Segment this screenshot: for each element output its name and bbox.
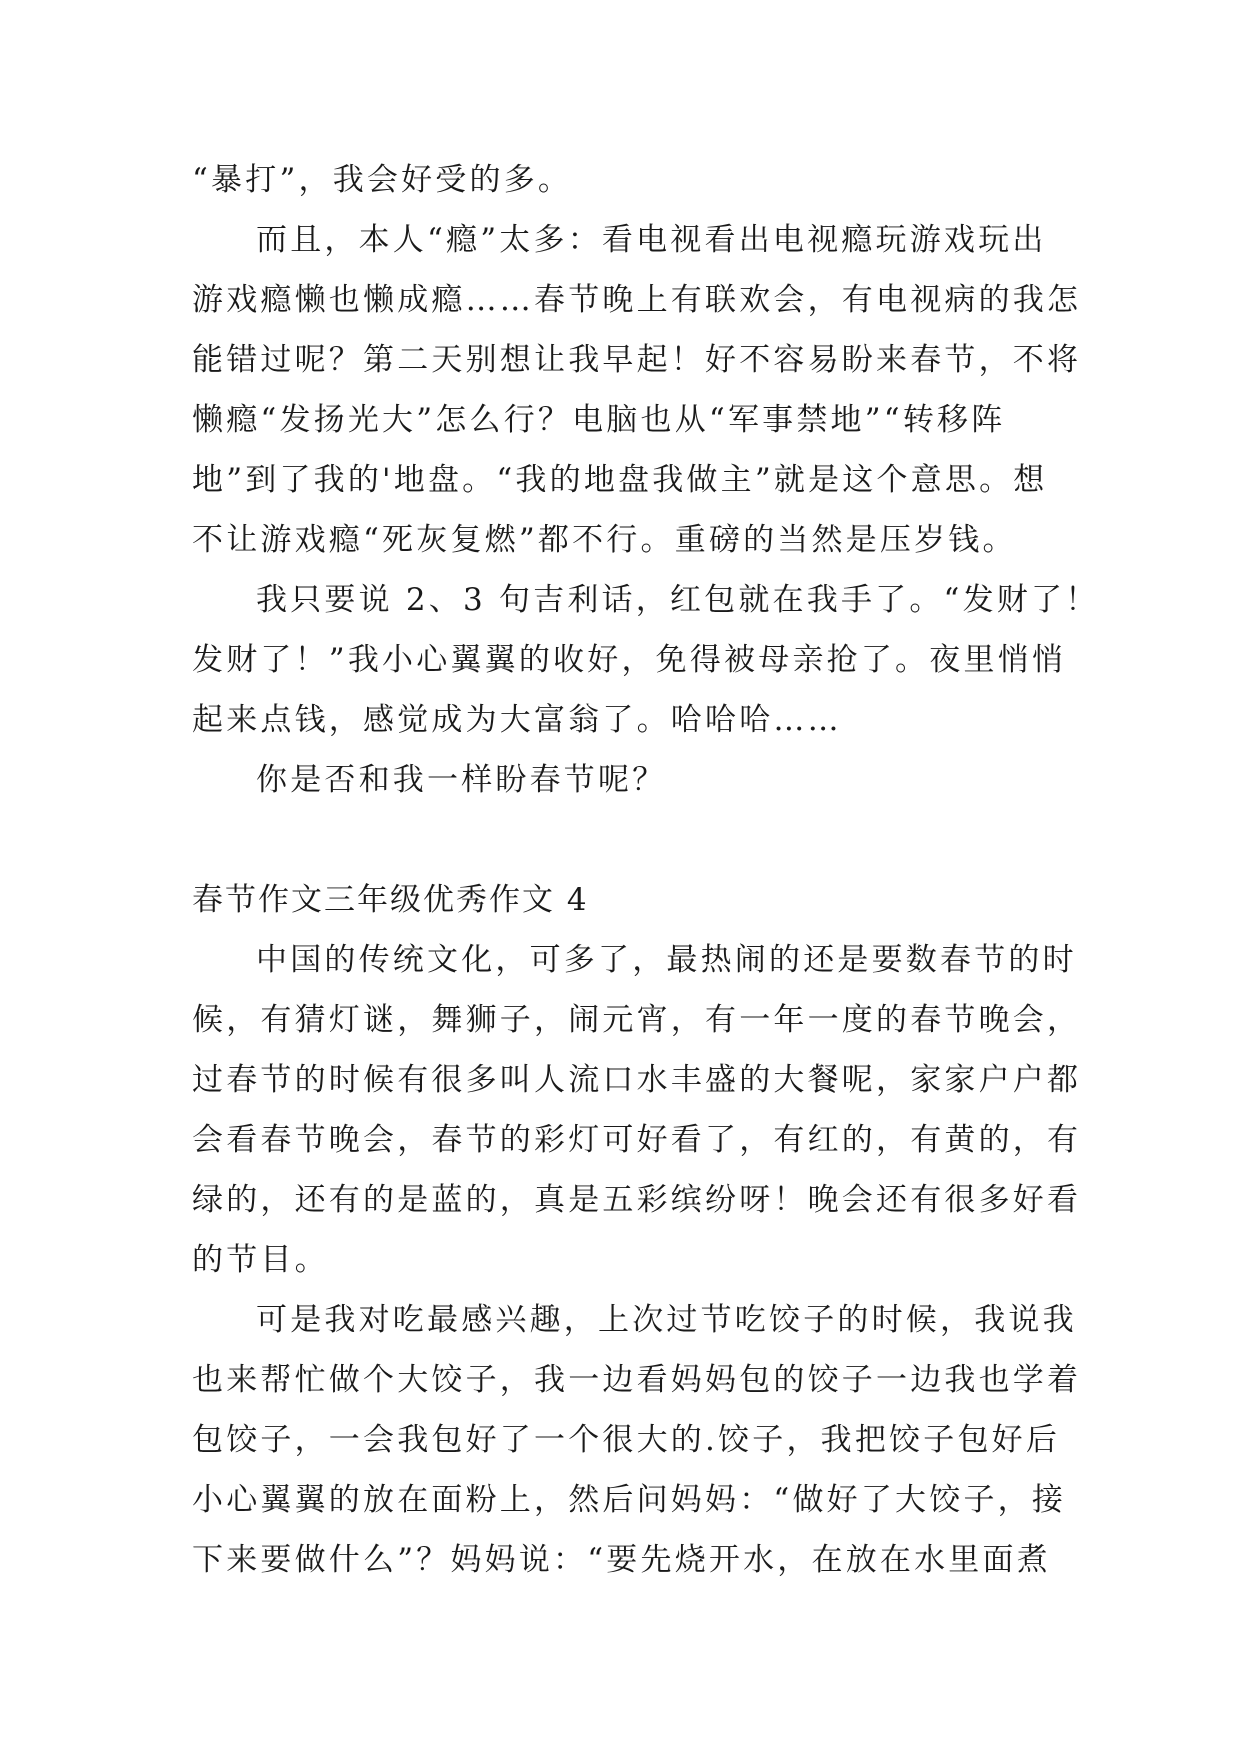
text-line: 也来帮忙做个大饺子，我一边看妈妈包的饺子一边我也学着 [192, 1362, 1082, 1398]
paragraph [192, 930, 1082, 1290]
paragraph [192, 570, 1100, 750]
text-line: 你是否和我一样盼春节呢？ [256, 762, 667, 798]
section-heading: 春节作文三年级优秀作文 4 [192, 882, 589, 918]
text-line: 包饺子，一会我包好了一个很大的.饺子，我把饺子包好后 [192, 1422, 1061, 1458]
text-line: 中国的传统文化，可多了，最热闹的还是要数春节的时 [256, 942, 1077, 978]
text-line: 不让游戏瘾“死灰复燃”都不行。重磅的当然是压岁钱。 [192, 522, 1017, 558]
text-line: 发财了！”我小心翼翼的收好，免得被母亲抢了。夜里悄悄 [192, 642, 1067, 678]
text-line: 会看春节晚会，春节的彩灯可好看了，有红的，有黄的，有 [192, 1122, 1082, 1158]
document-page [192, 150, 1100, 1590]
text-line: 游戏瘾懒也懒成瘾……春节晚上有联欢会，有电视病的我怎 [192, 282, 1082, 318]
text-line: 绿的，还有的是蓝的，真是五彩缤纷呀！晚会还有很多好看 [192, 1182, 1082, 1218]
text-line: 而且，本人“瘾”太多：看电视看出电视瘾玩游戏玩出 [256, 222, 1047, 258]
text-line: 过春节的时候有很多叫人流口水丰盛的大餐呢，家家户户都 [192, 1062, 1082, 1098]
text-line: “暴打”，我会好受的多。 [192, 162, 573, 198]
section-1 [192, 150, 1100, 810]
text-line: 地”到了我的'地盘。“我的地盘我做主”就是这个意思。想 [192, 462, 1048, 498]
text-line: 候，有猜灯谜，舞狮子，闹元宵，有一年一度的春节晚会， [192, 1002, 1082, 1038]
text-line: 懒瘾“发扬光大”怎么行？电脑也从“军事禁地”“转移阵 [192, 402, 1006, 438]
text-line: 可是我对吃最感兴趣，上次过节吃饺子的时候，我说我 [256, 1302, 1077, 1338]
paragraph [192, 1290, 1082, 1590]
text-line: 能错过呢？第二天别想让我早起！好不容易盼来春节，不将 [192, 342, 1082, 378]
paragraph [192, 150, 1062, 210]
text-line: 起来点钱，感觉成为大富翁了。哈哈哈…… [192, 702, 842, 738]
text-line: 小心翼翼的放在面粉上，然后问妈妈：“做好了大饺子，接 [192, 1482, 1067, 1518]
section-2 [192, 870, 1082, 1590]
paragraph [192, 750, 1062, 810]
text-line: 我只要说 2、3 句吉利话，红包就在我手了。“发财了！ [256, 582, 1100, 618]
section-spacer [192, 810, 1062, 870]
text-line: 的节目。 [192, 1242, 329, 1278]
text-line: 下来要做什么”？妈妈说：“要先烧开水，在放在水里面煮 [192, 1542, 1051, 1578]
paragraph [192, 210, 1082, 570]
